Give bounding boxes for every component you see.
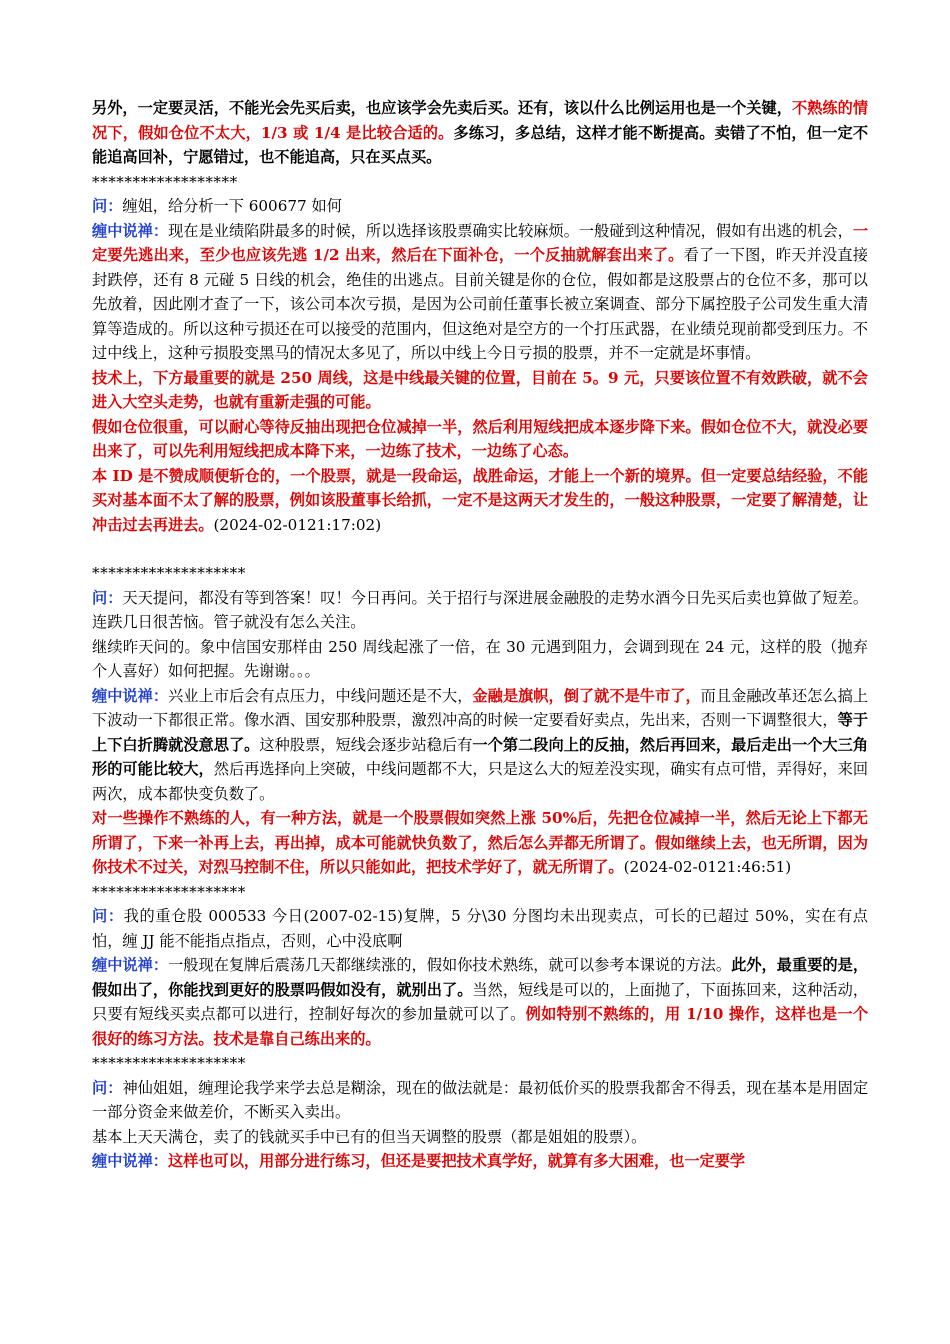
- question-600677: [92, 194, 868, 219]
- answer-label: 缠中说禅：: [92, 1152, 168, 1170]
- answer-highlight: 本 ID 是不赞成顺便斩仓的，一个股票，就是一段命运，战胜命运，才能上一个新的境界。但一定要总结经验，不能买对基本面不太了解的股票，例如该股董事长给抓，一定不是这两天才发生的，一般这种股票，一定要了解清楚，让冲击过去再进去。: [92, 466, 868, 534]
- intro-highlight: 不熟练的情况下，假如仓位不太大，1/3 或 1/4 是比较合适的。: [92, 99, 869, 142]
- answer-bold: 一个第二段向上的反抽，然后再回来，最后走出一个大三角形的可能比较大，: [92, 735, 869, 778]
- answer-highlight: 对一些操作不熟练的人，有一种方法，就是一个股票假如突然上涨 50%后，先把仓位减掉一半，然后无论上下都无所谓了，下来一补再上去，再出掉，成本可能就快负数了，然后怎么弄都无所谓了。假如继续上去，也无所谓，因为你技术不过关，对烈马控制不住，所以只能如此，把技术学好了，就无所谓了。: [92, 809, 868, 876]
- answer-highlight: 一定要先逃出来，至少也应该先逃 1/2 出来，然后在下面补仓，一个反抽就解套出来了。: [92, 221, 869, 264]
- answer-paragraph: 假如仓位很重，可以耐心等待反抽出现把仓位减掉一半，然后利用短线把成本逐步降下来。假如仓位不大，就没必要出来了，可以先利用短线把成本降下来，一边练了技术，一边练了心态。: [92, 417, 868, 460]
- answer-text: 这种股票，短线会逐步站稳后有: [259, 735, 473, 754]
- question-practice: [92, 1076, 868, 1125]
- answer-label: 缠中说禅：: [92, 686, 169, 705]
- document-page: [92, 96, 868, 1174]
- question-followup: 继续昨天问的。象中信国安那样由 250 周线起涨了一倍，在 30 元遇到阻力，会调到现在 24 元，这样的股（抛弃个人喜好）如何把握。先谢谢。。。: [92, 637, 868, 680]
- separator: *******************: [92, 564, 246, 582]
- question-label: 问：: [92, 1078, 123, 1097]
- answer-bold: 此外，最重要的是，假如出了，你能找到更好的股票吗假如没有，就别出了。: [92, 956, 869, 999]
- answer-paragraph: [92, 806, 868, 880]
- question-text: 天天提问，都没有等到答案！叹！今日再问。关于招行与深进展金融股的走势水酒今日先买后卖也算做了短差。连跌几日很苦恼。管子就没有怎么关注。: [92, 588, 869, 631]
- intro-text: 另外，一定要灵活，不能光会先买后卖，也应该学会先卖后买。还有，该以什么比例运用也是一个关键，: [92, 99, 792, 117]
- answer-paragraph: [92, 464, 868, 538]
- answer-highlight: 例如特别不熟练的，用 1/10 操作，这样也是一个很好的练习方法。技术是靠自己练出来的。: [92, 1005, 869, 1048]
- paragraph-intro: [92, 96, 868, 170]
- answer-bold: 等于上下白折腾就没意思了。: [92, 711, 869, 754]
- answer-text: 现在是业绩陷阱最多的时候，所以选择该股票确实比较麻烦。一般碰到这种情况，假如有出逃的机会，: [168, 221, 853, 240]
- answer-text: 当然，短线是可以的，上面抛了，下面拣回来，这种活动，只要有短线买卖点都可以进行，控制好每次的参加量就可以了。: [92, 980, 869, 1023]
- answer-practice: [92, 1149, 868, 1174]
- intro-text-end: 多练习，多总结，这样才能不断提高。卖错了不怕，但一定不能追高回补，宁愿错过，也不能追高，只在买点买。: [92, 123, 869, 166]
- question-followup: 基本上天天满仓，卖了的钱就买手中已有的但当天调整的股票（都是姐姐的股票）。: [92, 1127, 647, 1146]
- question-label: 问：: [92, 588, 123, 607]
- answer-highlight: 这样也可以，用部分进行练习，但还是要把技术真学好，就算有多大困难，也一定要学: [167, 1152, 746, 1170]
- answer-text: 然后再选择向上突破，中线问题都不大，只是这么大的短差没实现，确实有点可惜，弄得好，来回两次，成本都快变负数了。: [92, 760, 869, 803]
- separator: *******************: [92, 1054, 246, 1072]
- question-text: 神仙姐姐，缠理论我学来学去总是糊涂，现在的做法就是：最初低价买的股票我都舍不得丢，现在基本是用固定一部分资金来做差价，不断买入卖出。: [92, 1078, 869, 1121]
- answer-000533: [92, 953, 868, 1051]
- question-000533: [92, 904, 868, 953]
- answer-label: 缠中说禅：: [92, 221, 169, 240]
- timestamp: (2024-02-0121:17:02): [213, 515, 382, 534]
- answer-text: 一般现在复牌后震荡几天都继续涨的，假如你技术熟练，就可以参考本课说的方法。: [168, 956, 732, 974]
- answer-600677: [92, 219, 868, 366]
- question-label: 问：: [92, 197, 123, 215]
- answer-label: 缠中说禅：: [92, 956, 169, 974]
- question-label: 问：: [92, 907, 124, 925]
- separator: *******************: [92, 882, 246, 901]
- question-text: 我的重仓股 000533 今日(2007-02-15)复牌，5 分\30 分图均未出现卖点，可长的已超过 50%，实在有点怕，缠 JJ 能不能指点指点，否则，心中没底啊: [92, 907, 868, 950]
- timestamp: (2024-02-0121:46:51): [623, 858, 792, 876]
- question-financial: [92, 586, 868, 635]
- answer-paragraph: 技术上，下方最重要的就是 250 周线，这是中线最关键的位置，目前在 5。9 元，只要该位置不有效跌破，就不会进入大空头走势，也就有重新走强的可能。: [92, 368, 868, 411]
- separator: ******************: [92, 172, 238, 191]
- answer-text: 看了一下图，昨天并没直接封跌停，还有 8 元碰 5 日线的机会，绝佳的出逃点。目前关键是你的仓位，假如都是这股票占的仓位不多，那可以先放着，因此刚才查了一下，该公司本次亏损，是因为公司前任董事长被立案调查、部分下属控股子公司发生重大清算等造成的。所以这种亏损还在可以接受的范围内，但这绝对是空方的一个打压武器，在业绩兑现前都受到压力。不过中线上，这种亏损股变黑马的情况太多见了，所以中线上今日亏损的股票，并不一定就是坏事情。: [92, 246, 868, 362]
- answer-highlight: 金融是旗帜，倒了就不是牛市了，: [472, 686, 701, 705]
- answer-text: 兴业上市后会有点压力，中线问题还是不大，: [168, 686, 473, 705]
- question-text: 缠姐，给分析一下 600677 如何: [122, 197, 342, 215]
- answer-text: 而且金融改革还怎么搞上下波动一下都很正常。像水酒、国安那种股票，激烈冲高的时候一定要看好卖点，先出来，否则一下调整很大，: [92, 686, 869, 729]
- answer-financial: [92, 684, 868, 807]
